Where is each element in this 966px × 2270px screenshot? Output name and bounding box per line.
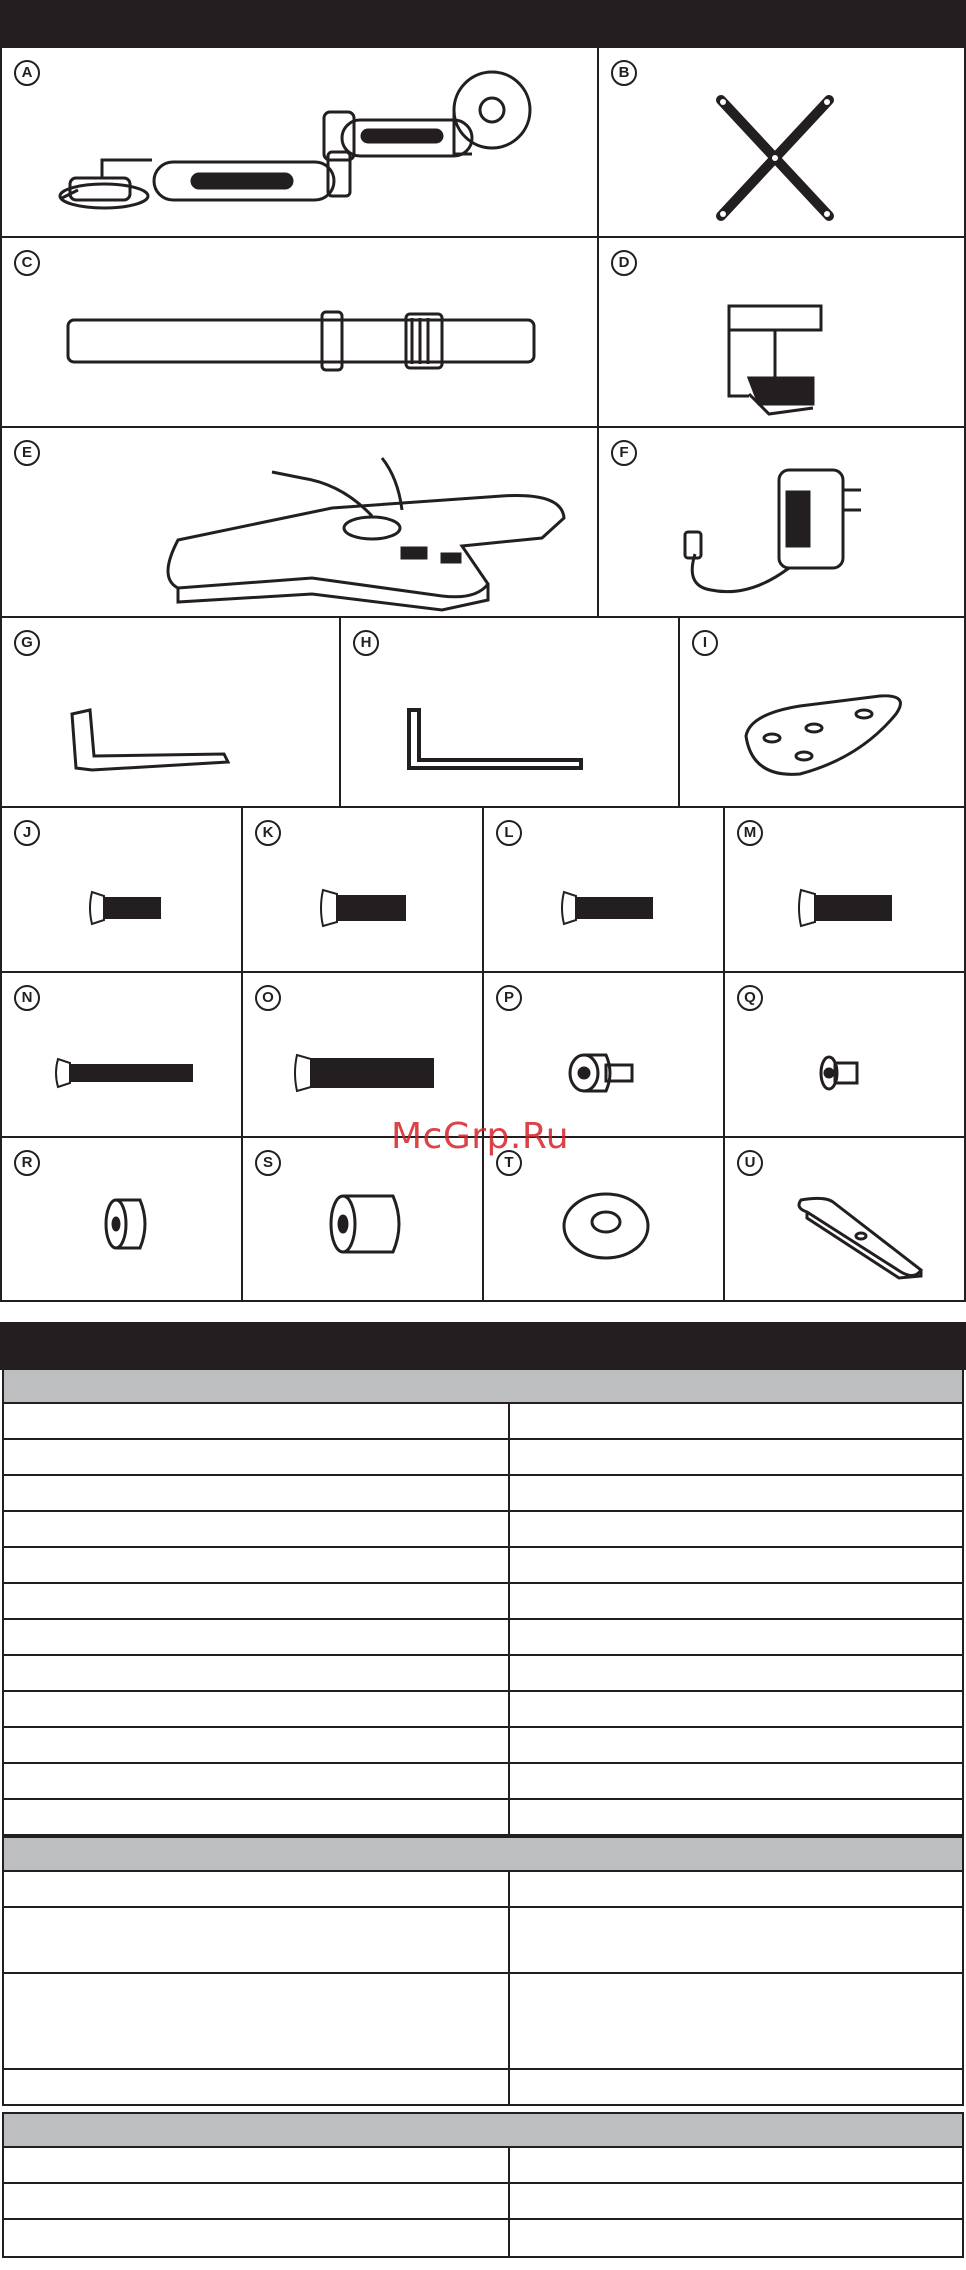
part-cell-r bbox=[0, 1136, 243, 1302]
table-row bbox=[2, 1618, 964, 1656]
vesa-adapter-plate-icon bbox=[599, 48, 966, 238]
long-screw-icon bbox=[2, 973, 243, 1138]
part-label-u: U bbox=[737, 1150, 763, 1176]
table-row bbox=[2, 1726, 964, 1764]
part-cell-j bbox=[0, 806, 243, 973]
table-row bbox=[2, 1402, 964, 1440]
spec-table-header bbox=[0, 1322, 966, 1370]
part-cell-g bbox=[0, 616, 341, 808]
monitor-arm-icon bbox=[2, 48, 599, 238]
part-label-e: E bbox=[14, 440, 40, 466]
part-cell-e bbox=[0, 426, 599, 618]
allen-key-large-icon bbox=[2, 618, 341, 808]
pole-icon bbox=[2, 238, 599, 428]
screw-icon bbox=[725, 808, 966, 973]
part-cell-u bbox=[723, 1136, 966, 1302]
part-label-s: S bbox=[255, 1150, 281, 1176]
part-cell-q bbox=[723, 971, 966, 1138]
table-row bbox=[2, 1654, 964, 1692]
spacer-large-icon bbox=[243, 1138, 484, 1302]
part-cell-d bbox=[597, 236, 966, 428]
part-label-h: H bbox=[353, 630, 379, 656]
table-row bbox=[2, 1510, 964, 1548]
spec-section-band bbox=[2, 1368, 964, 1404]
part-cell-f bbox=[597, 426, 966, 618]
part-cell-c bbox=[0, 236, 599, 428]
part-label-r: R bbox=[14, 1150, 40, 1176]
table-row bbox=[2, 2068, 964, 2106]
part-label-l: L bbox=[496, 820, 522, 846]
part-label-c: C bbox=[14, 250, 40, 276]
part-label-p: P bbox=[496, 985, 522, 1011]
part-label-g: G bbox=[14, 630, 40, 656]
part-cell-k bbox=[241, 806, 484, 973]
part-cell-b bbox=[597, 46, 966, 238]
base-plate-icon bbox=[680, 618, 966, 808]
part-cell-n bbox=[0, 971, 243, 1138]
screw-icon bbox=[243, 808, 484, 973]
desk-clamp-icon bbox=[599, 238, 966, 428]
table-row bbox=[2, 1972, 964, 2070]
part-cell-m bbox=[723, 806, 966, 973]
table-row bbox=[2, 2182, 964, 2220]
table-row bbox=[2, 1582, 964, 1620]
flat-bolt-icon bbox=[725, 973, 966, 1138]
spec-table bbox=[0, 1322, 966, 2270]
table-row bbox=[2, 1438, 964, 1476]
table-row bbox=[2, 1690, 964, 1728]
table-row bbox=[2, 1762, 964, 1800]
spec-section-band bbox=[2, 2112, 964, 2148]
part-label-q: Q bbox=[737, 985, 763, 1011]
table-row bbox=[2, 1798, 964, 1836]
part-label-d: D bbox=[611, 250, 637, 276]
part-label-o: O bbox=[255, 985, 281, 1011]
screw-icon bbox=[484, 808, 725, 973]
part-label-f: F bbox=[611, 440, 637, 466]
table-row bbox=[2, 1546, 964, 1584]
part-label-b: B bbox=[611, 60, 637, 86]
table-row bbox=[2, 1906, 964, 1974]
part-label-k: K bbox=[255, 820, 281, 846]
table-row bbox=[2, 2218, 964, 2258]
allen-key-small-icon bbox=[341, 618, 680, 808]
header-bar bbox=[0, 0, 966, 46]
part-cell-i bbox=[678, 616, 966, 808]
part-cell-l bbox=[482, 806, 725, 973]
screw-icon bbox=[2, 808, 243, 973]
part-label-m: M bbox=[737, 820, 763, 846]
part-label-t: T bbox=[496, 1150, 522, 1176]
part-label-j: J bbox=[14, 820, 40, 846]
table-row bbox=[2, 2146, 964, 2184]
spec-section-band bbox=[2, 1836, 964, 1872]
watermark: McGrp.Ru bbox=[390, 1116, 570, 1157]
part-cell-h bbox=[339, 616, 680, 808]
part-label-n: N bbox=[14, 985, 40, 1011]
washer-icon bbox=[484, 1138, 725, 1302]
clamp-plate-icon bbox=[725, 1138, 966, 1302]
base-with-usb-hub-icon bbox=[2, 428, 599, 618]
table-row bbox=[2, 1474, 964, 1512]
part-label-i: I bbox=[692, 630, 718, 656]
part-label-a: A bbox=[14, 60, 40, 86]
spacer-small-icon bbox=[2, 1138, 243, 1302]
power-adapter-icon bbox=[599, 428, 966, 618]
table-row bbox=[2, 1870, 964, 1908]
part-cell-a bbox=[0, 46, 599, 238]
